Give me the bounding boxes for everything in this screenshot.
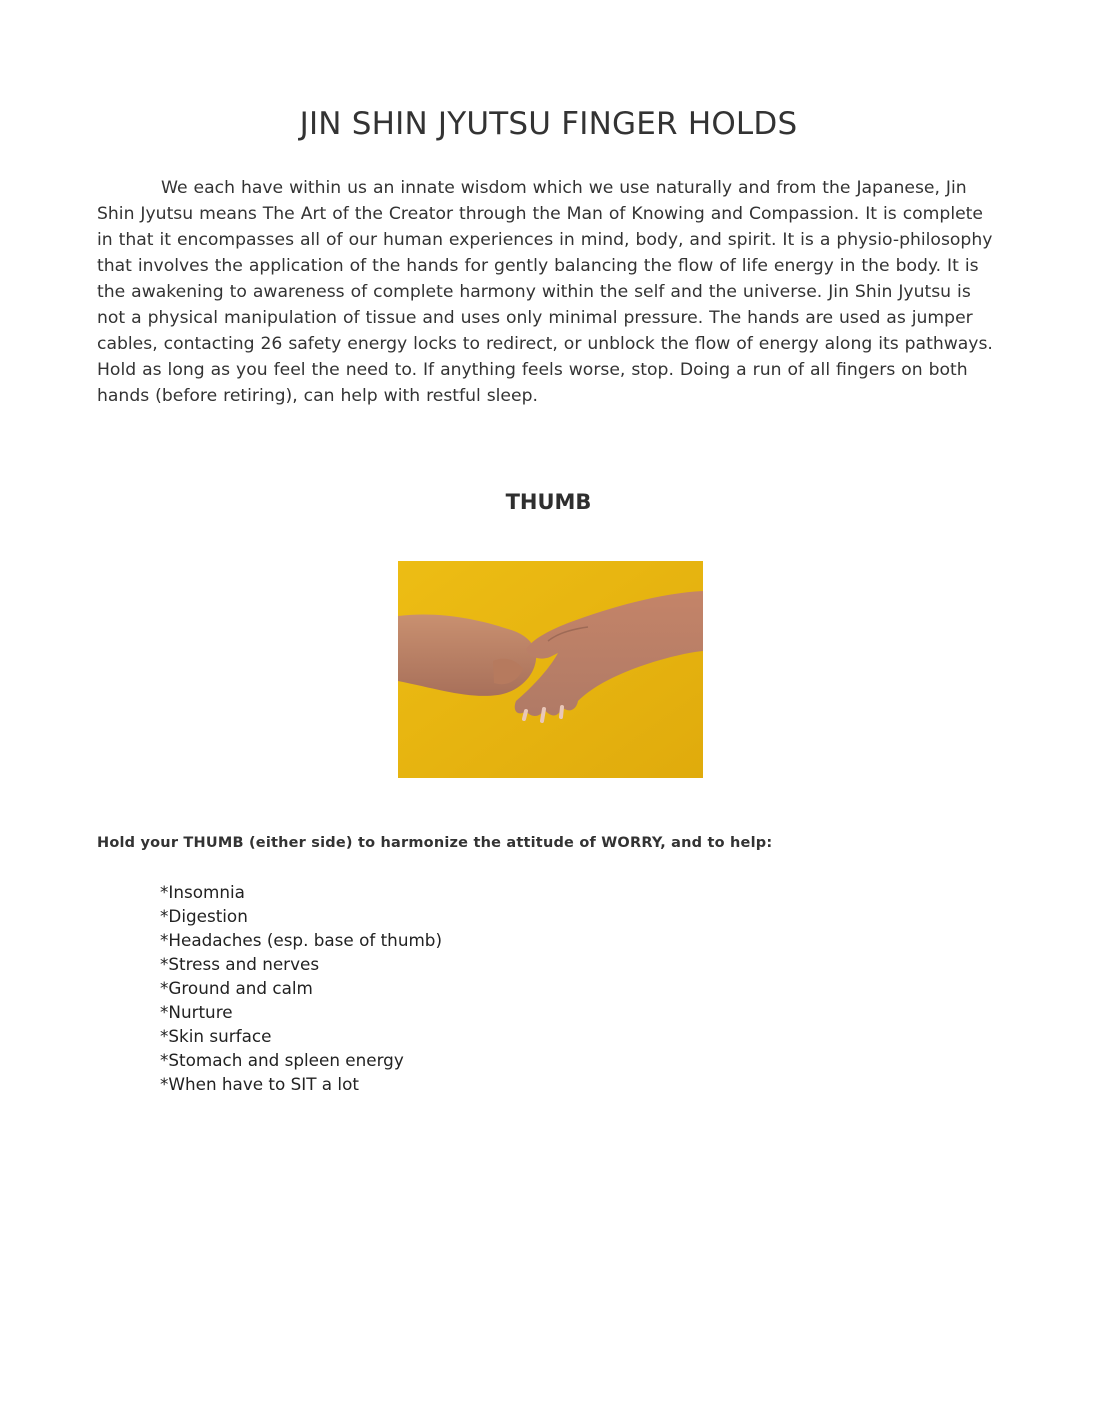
- list-item: *Skin surface: [160, 1026, 272, 1046]
- benefits-list: [160, 880, 442, 1096]
- list-item: *Stomach and spleen energy: [160, 1050, 404, 1070]
- thumb-caption: Hold your THUMB (either side) to harmonize the attitude of WORRY, and to help:: [97, 835, 773, 851]
- list-item: *Stress and nerves: [160, 954, 320, 974]
- list-item: *Ground and calm: [160, 978, 313, 998]
- list-item: *Nurture: [160, 1002, 233, 1022]
- intro-paragraph: We each have within us an innate wisdom which we use naturally and from the Japanese, Jin Shin Jyutsu means The Art of the Creator through the Man of Knowing and Compassion. It is complete in that it encompasses all of our human experiences in mind, body, and spirit. It is a physio-philosophy that involves the application of the hands for gently balancing the flow of life energy in the body. It is the awakening to awareness of complete harmony within the self and the universe. Jin Shin Jyutsu is not a physical manipulation of tissue and uses only minimal pressure. The hands are used as jumper cables, contacting 26 safety energy locks to redirect, or unblock the flow of energy along its pathways. Hold as long as you feel the need to. If anything feels worse, stop. Doing a run of all fingers on both hands (before retiring), can help with restful sleep.: [97, 178, 993, 406]
- list-item: *Headaches (esp. base of thumb): [160, 930, 442, 950]
- list-item: *When have to SIT a lot: [160, 1074, 359, 1094]
- list-item: *Digestion: [160, 906, 248, 926]
- list-item: *Insomnia: [160, 882, 245, 902]
- thumb-hold-photo: [398, 561, 703, 778]
- section-title-thumb: THUMB: [505, 490, 592, 514]
- hands-illustration: [398, 561, 703, 778]
- page-title: JIN SHIN JYUTSU FINGER HOLDS: [299, 106, 798, 142]
